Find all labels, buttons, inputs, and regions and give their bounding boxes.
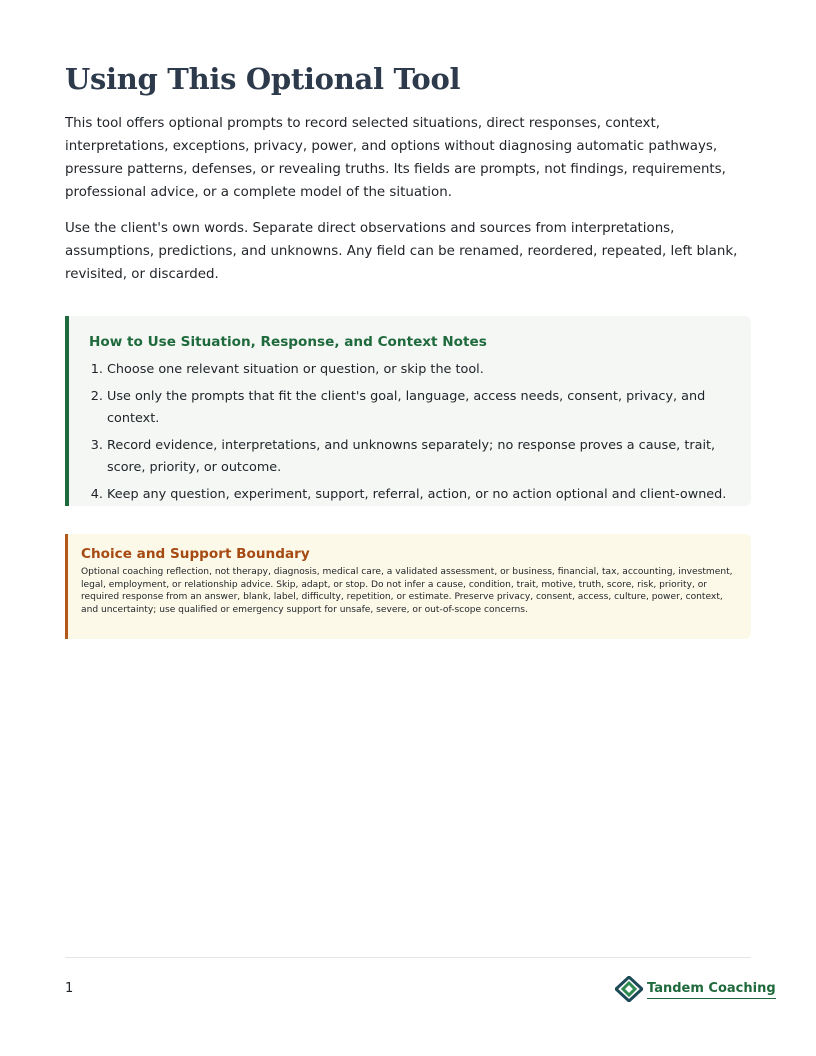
- how-to-step: 3. Record evidence, interpretations, and unknowns separately; no response proves a cause, trait, score, priority, or outcome.: [107, 435, 735, 479]
- page-title: Using This Optional Tool: [65, 62, 461, 96]
- how-to-step: 1. Choose one relevant situation or question, or skip the tool.: [107, 359, 735, 381]
- footer-divider: [65, 957, 751, 958]
- diamond-logo-icon: [615, 976, 643, 1002]
- how-to-heading: How to Use Situation, Response, and Context Notes: [89, 334, 487, 350]
- boundary-callout: [65, 534, 751, 639]
- brand-name: Tandem Coaching: [647, 980, 776, 999]
- page-number: 1: [65, 981, 74, 996]
- boundary-text: Optional coaching reflection, not therapy, diagnosis, medical care, a validated assessment, or business, financial, tax, accounting, investment, legal, employment, or relationship advice. Skip, adapt, or stop. Do not infer a cause, condition, trait, motive, truth, score, risk, priority, or required response from an answer, blank, label, difficulty, repetition, or estimate. Preserve privacy, consent, access, culture, power, context, and uncertainty; use qualified or emergency support for unsafe, severe, or out-of-scope concerns.: [81, 567, 733, 616]
- how-to-callout: [65, 316, 751, 506]
- intro-paragraph: This tool offers optional prompts to record selected situations, direct responses, context, interpretations, exceptions, privacy, power, and options without diagnosing automatic pathways, pressure patterns, defenses, or revealing truths. Its fields are prompts, not findings, requirements, professional advice, or a complete model of the situation.: [65, 116, 726, 200]
- how-to-step: 4. Keep any question, experiment, support, referral, action, or no action optional and client-owned.: [107, 484, 735, 506]
- brand-logo: [615, 976, 776, 1002]
- intro-paragraph: Use the client's own words. Separate direct observations and sources from interpretations, assumptions, predictions, and unknowns. Any field can be renamed, reordered, repeated, left blank, revisited, or discarded.: [65, 221, 738, 282]
- boundary-heading: Choice and Support Boundary: [81, 546, 310, 562]
- how-to-step: 2. Use only the prompts that fit the client's goal, language, access needs, consent, privacy, and context.: [107, 386, 735, 430]
- how-to-steps: [89, 359, 735, 506]
